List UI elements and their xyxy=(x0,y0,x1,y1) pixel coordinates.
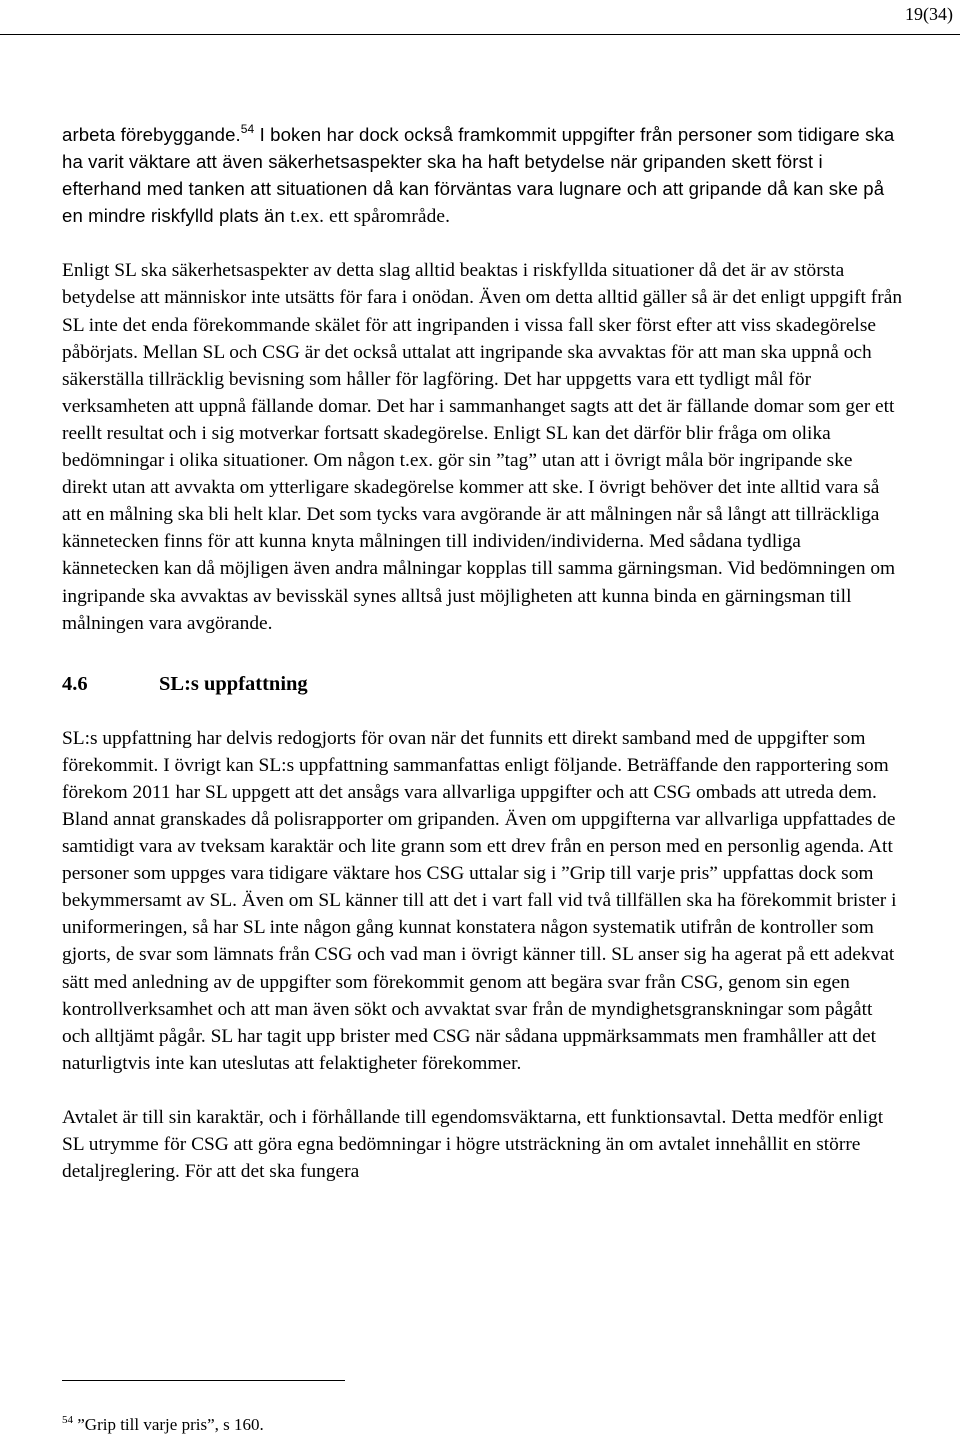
paragraph-1-tail: t.ex. ett spårområde. xyxy=(290,206,451,228)
paragraph-1-text: I boken har dock också framkommit uppgifter från personer som tidigare ska ha varit väktare att även säkerhetsaspekter ska ha haft betydelse när gripanden skett först i efterhand med tanken att situationen då kan förväntas vara lugnare och att gripande då kan ske på en mindre riskfylld plats än xyxy=(62,124,895,227)
section-title: SL:s uppfattning xyxy=(159,672,308,695)
footnote-reference: 54 xyxy=(240,122,255,136)
section-heading xyxy=(62,671,902,698)
footnote xyxy=(62,1414,264,1436)
footnote-text: ”Grip till varje pris”, s 160. xyxy=(73,1415,264,1434)
header-rule xyxy=(0,34,960,35)
paragraph-4: Avtalet är till sin karaktär, och i förhållande till egendomsväktarna, ett funktionsavtal. Detta medför enligt SL utrymme för CSG att göra egna bedömningar i högre utsträckning än om avtalet innehållit en större detaljreglering. För att det ska fungera xyxy=(62,1106,884,1183)
paragraph-3: SL:s uppfattning har delvis redogjorts för ovan när det funnits ett direkt samband med de uppgifter som förekommit. I övrigt kan SL:s uppfattning sammanfattas enligt följande. Beträffande den rapportering som förekom 2011 har SL uppgett att det ansågs vara allvarliga uppgifter och att CSG ombads att utreda dem. Bland annat granskades då polisrapporter om gripanden. Även om uppgifterna var allvarliga uppfattades de samtidigt vara av tveksam karaktär och lite grann som ett drev från en person med en personlig agenda. Att personer som uppges vara tidigare väktare hos CSG uttalar sig i ”Grip till varje pris” uppfattas dock som bekymmersamt av SL. Även om SL känner till att det i vart fall vid två tillfällen ska ha förekommit brister i uniformeringen, så har SL inte någon gång kunnat konstatera någon systematik utifrån de kontroller som gjorts, de svar som lämnats från CSG och vad man i övrigt känner till. SL anser sig ha agerat på ett adekvat sätt med anledning av de uppgifter som förekommit genom att begära svar från CSG, genom sin egen kontrollverksamhet och att man även sökt och avvaktat svar från de myndighetsgranskningar som pågått och alltjämt pågår. SL har tagit upp brister med CSG när sådana uppmärksammats men framhåller att det naturligtvis inte kan uteslutas att felaktigheter förekommer. xyxy=(62,727,897,1074)
footnote-number: 54 xyxy=(62,1414,73,1426)
paragraph-2: Enligt SL ska säkerhetsaspekter av detta slag alltid beaktas i riskfyllda situationer då det är av största betydelse att människor inte utsätts för fara i onödan. Även om detta alltid gäller så är det enligt uppgift från SL inte det enda förekommande skälet för att ingripanden i vissa fall sker först efter att viss skadegörelse påbörjats. Mellan SL och CSG är det också uttalat att ingripande ska avvaktas för att man ska uppnå och säkerställa tillräcklig bevisning som håller för lagföring. Det har uppgetts vara ett tydligt mål för verksamheten att uppnå fällande domar. Det har i sammanhanget sagts att det är fällande domar som ger ett reellt resultat och i sig motverkar fortsatt skadegörelse. Enligt SL kan det därför blir fråga om olika bedömningar i olika situationer. Om någon t.ex. gör sin ”tag” utan att i övrigt måla bör ingripande ske direkt utan att avvakta om ytterligare skadegörelse kommer att ske. I övrigt behöver det inte alltid vara så att en målning ska bli helt klar. Det som tycks vara avgörande är att målningen når så långt att tillräckliga kännetecken finns för att kunna knyta målningen till individen/individerna. Med sådana tydliga kännetecken kan då möjligen även andra målningar kopplas till samma gärningsman. Vid bedömningen om ingripande ska avvaktas av bevisskäl synes alltså just möjligheten att kunna binda en gärningsman till målningen vara avgörande. xyxy=(62,260,903,634)
section-number: 4.6 xyxy=(62,672,88,695)
paragraph-1-start: arbeta förebyggande. xyxy=(62,124,241,145)
page-number: 19(34) xyxy=(905,4,953,24)
document-body xyxy=(62,121,902,1185)
paragraph-1 xyxy=(62,121,902,230)
footnote-separator xyxy=(62,1380,345,1381)
